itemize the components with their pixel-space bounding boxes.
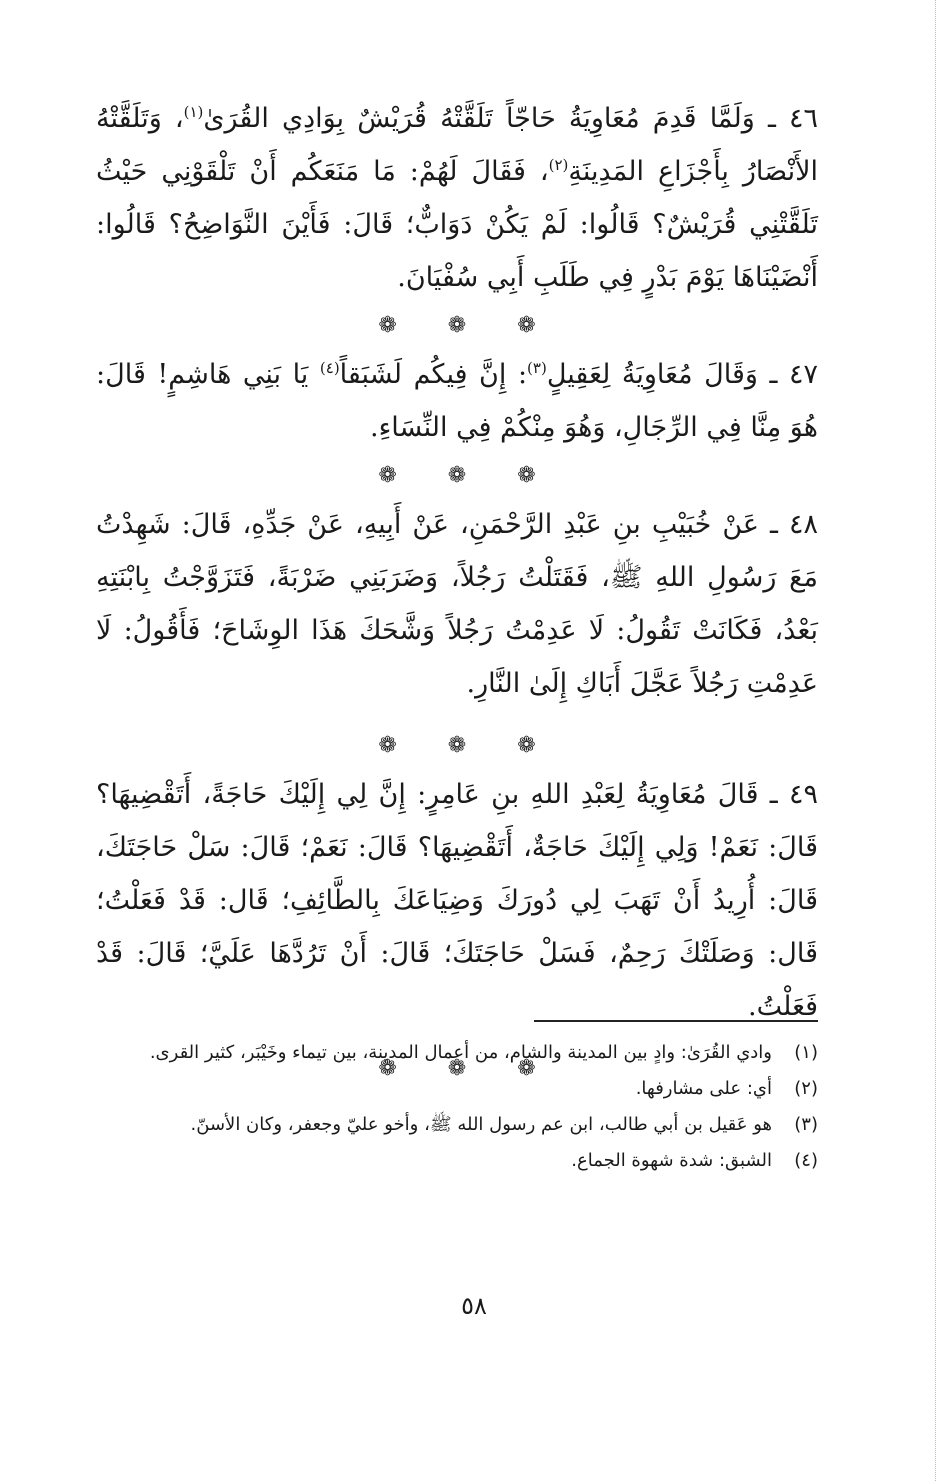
footnote-ref-3[interactable]: (٣) [527,359,547,377]
footnote-number: (٢) [794,1078,818,1099]
footnote-separator [534,1020,818,1022]
footnote-text: أي: على مشارفها. [635,1078,772,1099]
paragraph-48 [96,498,818,710]
paragraph-46-text-3: ، فَقَالَ لَهُمْ: مَا مَنَعَكُم أَنْ تَلْقَوْنِي حَيْثُ تَلَقَّتْنِي قُرَيْشٌ؟ قَالُوا: لَمْ يَكُنْ دَوَابٌّ؛ قَالَ: فَأَيْنَ النَّوَاضِحُ؟ قَالُوا: أَنْضَيْنَاهَا يَوْمَ بَدْرٍ فِي طَلَبِ أَبِي سُفْيَانَ. [96,156,818,293]
paragraph-47-text-2: : إِنَّ فِيكُم لَشَبَقاً [339,359,528,390]
page-edge [935,0,936,1481]
section-divider: ❁ ❁ ❁ [378,313,558,338]
footnote-text: وادي القُرَىٰ: وادٍ بين المدينة والشام، من أعمال المدينة، بين تيماء وخَيْبَر، كثير القرى. [149,1042,772,1063]
paragraph-49 [96,768,818,1033]
page-number: ٥٨ [461,1292,487,1320]
footnote-ref-4[interactable]: (٤) [319,359,340,377]
section-divider: ❁ ❁ ❁ [378,733,558,758]
section-divider: ❁ ❁ ❁ [378,1056,558,1081]
footnotes [96,1036,818,1180]
footnote-1 [96,1036,818,1070]
footnote-number: (٣) [794,1114,818,1135]
section-divider: ❁ ❁ ❁ [378,463,558,488]
footnote-text: هو عَقيل بن أبي طالب، ابن عم رسول الله ﷺ، وأخو عليّ وجعفر، وكان الأسنّ. [190,1114,772,1135]
paragraph-47 [96,348,818,454]
paragraph-47-text-3: يَا بَنِي هَاشِمٍ! قَالَ: هُوَ مِنَّا فِي الرِّجَالِ، وَهُوَ مِنْكُمْ فِي النِّسَاءِ. [96,359,818,443]
footnote-3 [96,1108,818,1142]
footnote-ref-2[interactable]: (٢) [548,156,569,174]
footnote-number: (١) [794,1042,818,1063]
paragraph-47-text-1: ٤٧ ـ وَقَالَ مُعَاوِيَةُ لِعَقِيلٍ [546,359,819,390]
footnote-number: (٤) [794,1150,818,1171]
footnote-ref-1[interactable]: (١) [183,103,204,121]
paragraph-46 [96,92,818,304]
footnote-2 [96,1072,818,1106]
paragraph-49-text: ٤٩ ـ قَالَ مُعَاوِيَةُ لِعَبْدِ اللهِ بنِ عَامِرٍ: إِنَّ لِي إِلَيْكَ حَاجَةً، أَتَقْضِيهَا؟ قَالَ: نَعَمْ! وَلِي إِلَيْكَ حَاجَةٌ، أَتَقْضِيهَا؟ قَالَ: نَعَمْ؛ قَالَ: سَلْ حَاجَتَكَ، قَالَ: أُرِيدُ أَنْ تَهَبَ لِي دُورَكَ وَضِيَاعَكَ بِالطَّائِفِ؛ قَال: قَدْ فَعَلْتُ؛ قَال: وَصَلَتْكَ رَحِمٌ، فَسَلْ حَاجَتَكَ؛ قَالَ: أَنْ تَرُدَّهَا عَلَيَّ؛ قَالَ: قَدْ فَعَلْتُ. [96,779,818,1022]
paragraph-46-text-2: ، وَتَلَقَّتْهُ الأَنْصَارُ بِأَجْزَاعِ المَدِينَةِ [96,103,818,187]
footnote-text: الشبق: شدة شهوة الجماع. [571,1150,772,1171]
paragraph-46-text-1: ٤٦ ـ وَلَمَّا قَدِمَ مُعَاوِيَةُ حَاجّاً تَلَقَّتْهُ قُرَيْشٌ بِوَادِي القُرَىٰ [203,103,818,134]
main-text [96,92,818,1091]
footnote-4 [96,1144,818,1178]
paragraph-48-text: ٤٨ ـ عَنْ خُبَيْبِ بنِ عَبْدِ الرَّحْمَنِ، عَنْ أَبِيهِ، عَنْ جَدِّهِ، قَالَ: شَهِدْتُ مَعَ رَسُولِ اللهِ ﷺ، فَقَتَلْتُ رَجُلاً، وَضَرَبَنِي ضَرْبَةً، فَتَزَوَّجْتُ بِابْنَتِهِ بَعْدُ، فَكَانَتْ تَقُولُ: لَا عَدِمْتُ رَجُلاً وَشَّحَكَ هَذَا الوِشَاحَ؛ فَأَقُولُ: لَا عَدِمْتِ رَجُلاً عَجَّلَ أَبَاكِ إِلَىٰ النَّارِ. [96,509,818,699]
